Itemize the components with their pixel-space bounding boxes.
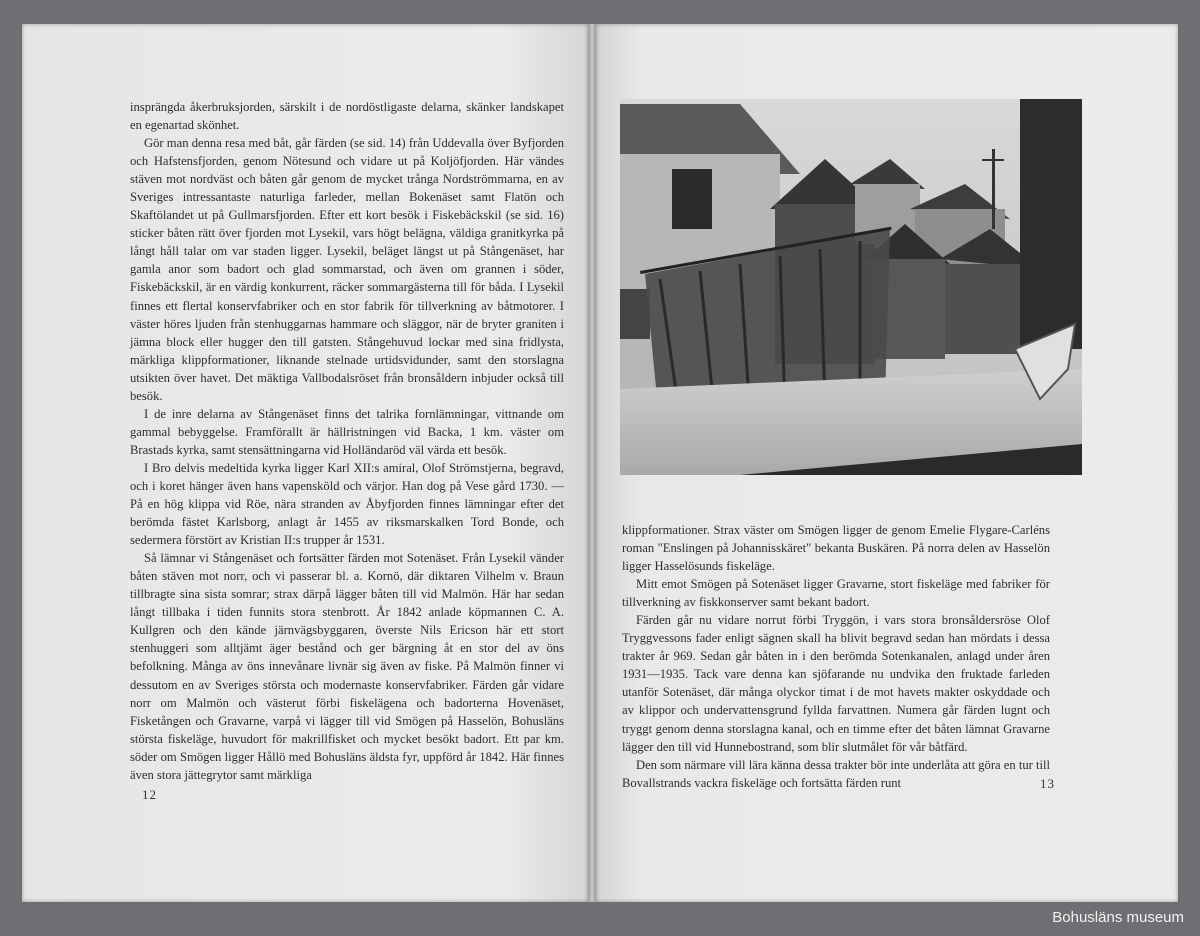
right-page: [596, 24, 1178, 902]
right-page-number: 13: [1040, 776, 1055, 791]
left-text-column: [130, 98, 564, 784]
left-page-number: 12: [142, 787, 157, 802]
left-paragraph-2: Gör man denna resa med båt, går färden (se sid. 14) från Uddevalla över Byfjorden och Hafstensfjorden, genom Nötesund och vidare ut på Koljöfjorden. Här vändes stäven mot nordväst och båten går genom de mycket trånga Nordströmmarna, en av Sveriges intressantaste naturliga farleder, mellan Bokenäset samt Flatön och Skaftölandet ut på Gullmarsfjorden. Efter ett kort besök i Fiskebäckskil (se sid. 16) sticker båten rätt över fjorden mot Lysekil, vars högt belägna, väldiga granitkyrka på långt håll talar om var staden ligger. Lysekil, beläget längst ut på Stångenäset, har gamla anor som badort och glad sommarstad, och även om grannen i söder, Fiskebäckskil, är en värdig konkurrent, räcker sommargästerna till för båda. I Lysekil finnes ett flertal konservfabriker och en stor fabrik för tillverkning av båtmotorer. I väster höres ljuden från stenhuggarnas hammare och släggor, när de bryter graniten i jämna block eller hugger den till gatsten. Stångehuvud lockar med sina fridlysta, märkliga klippformationer, liknande stelnade urtidsvidunder, samt den storslagna utsikten över havet. Det mäktiga Vallbodalsröset från bronsåldern inbjuder också till besök.: [130, 136, 564, 403]
left-paragraph-5: Så lämnar vi Stångenäset och fortsätter färden mot Sotenäset. Från Lysekil vänder båten stäven mot norr, och vi passerar bl. a. Kornö, där diktaren Vilhelm v. Braun tillbragte sina sista somrar; strax därpå lägger båten till vid Malmön. Här har sedan långt tillbaka i tiden funnits stora stenbrott. År 1842 anlade köpmannen C. A. Kullgren och den kände järnvägsbyggaren, överste Nils Ericson här ett stort stenhuggeri som alltjämt äger bestånd och ger bärgning åt en stor del av öns befolkning. Många av öns innevånare livnär sig även av fiske. På Malmön finner vi dessutom en av Sveriges största och modernaste konservfabriker. Färden går vidare norr om Malmön och västerut förbi fiskelägena och badorterna Hovenäset, Fisketången och Gravarne, varpå vi lägger till vid Smögen på Hasselön, Bohusläns största fiskeläge, huvudort för makrillfisket och mycket besökt badort. Ett par km. söder om Smögen ligger Hållö med Bohusläns äldsta fyr, uppförd år 1842. Här finnes även stora jättegrytor samt märkliga: [130, 551, 564, 782]
right-text-column: [622, 521, 1050, 792]
left-paragraph-3: I de inre delarna av Stångenäset finns det talrika fornlämningar, vittnande om gammal bebyggelse. Framförallt är hällristningen vid Backa, 1 km. väster om Brastads kyrka, samt stensättningarna vid Holländaröd väl värda ett besök.: [130, 406, 564, 457]
left-paragraph-4: I Bro delvis medeltida kyrka ligger Karl XII:s amiral, Olof Strömstjerna, begravd, och i koret hänger även hans vapensköld och värjor. Han dog på Vese gård 1730. — På en hög klippa vid Röe, nära stranden av Åbyfjorden finnes lämningar efter det berömda fästet Karlsborg, anlagt år 1455 av riksmarskalken Tord Bonde, och sedermera förstört av Kristian II:s trupper år 1531.: [130, 460, 564, 548]
museum-watermark: Bohusläns museum: [1052, 909, 1184, 926]
right-paragraph-1: klippformationer. Strax väster om Smögen ligger de genom Emelie Flygare-Carléns roman "Enslingen på Johannisskäret" bekanta Buskären. På norra delen av Hasselön ligger Hasselösunds fiskeläge.: [622, 523, 1050, 574]
fishing-village-photo: [620, 99, 1082, 475]
left-page: [22, 24, 589, 902]
right-paragraph-4: Den som närmare vill lära känna dessa trakter bör inte underlåta att göra en tur till Bovallstrands vackra fiskeläge och fortsätta färden runt: [622, 757, 1050, 790]
left-paragraph-1: insprängda åkerbruksjorden, särskilt i de nordöstligaste delarna, skänker landskapet en egenartad skönhet.: [130, 100, 564, 133]
right-paragraph-2: Mitt emot Smögen på Sotenäset ligger Gravarne, stort fiskeläge med fabriker för tillverkning av fiskkonserver samt bekant badort.: [622, 577, 1050, 610]
photo-illustration: [620, 99, 1082, 475]
right-paragraph-3: Färden går nu vidare norrut förbi Tryggön, i vars stora bronsåldersröse Olof Tryggvessons fader enligt sägnen skall ha blivit begravd sedan han mördats i dessa trakter år 969. Sedan går båten in i den berömda Sotenkanalen, anlagd under åren 1931—1935. Tack vare denna kan sjöfarande nu undvika den fruktade farleden utanför Sotenäset, där många olyckor timat i de mot havets makter oskyddade och av klippor och undervattensgrund fyllda farvattnen. Numera går färden lugnt och tryggt genom denna storslagna kanal, och en timme efter det båten lämnat Gravarne lägger den till vid Hunnebostrand, som blir slutmålet för vår båtfärd.: [622, 613, 1050, 754]
book-gutter: [588, 24, 596, 902]
